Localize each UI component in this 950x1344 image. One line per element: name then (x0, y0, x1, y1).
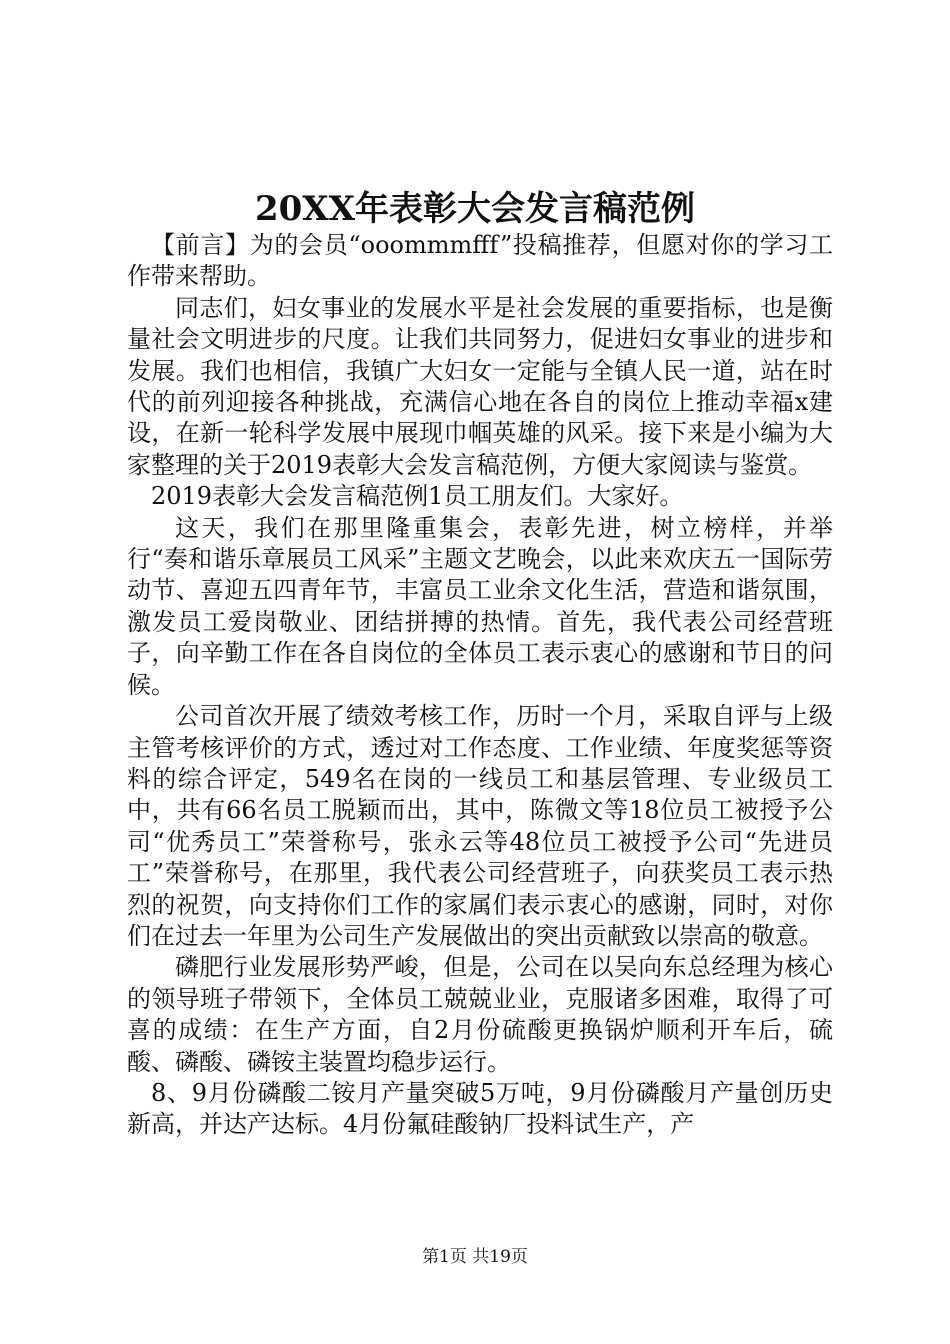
document-title: 20XX年表彰大会发言稿范例 (254, 189, 696, 229)
body-paragraph: 这天，我们在那里隆重集会，表彰先进，树立榜样，并举行“奏和谐乐章展员工风采”主题文艺晚会，以此来欢庆五一国际劳动节、喜迎五四青年节，丰富员工业余文化生活，营造和谐氛围，激发员工爱岗敬业、团结拼搏的热情。首先，我代表公司经营班子，向辛勤工作在各自岗位的全体员工表示衷心的感谢和节日的问候。 (127, 513, 833, 699)
body-paragraph: 同志们，妇女事业的发展水平是社会发展的重要指标，也是衡量社会文明进步的尺度。让我们共同努力，促进妇女事业的进步和发展。我们也相信，我镇广大妇女一定能与全镇人民一道，站在时代的前列迎接各种挑战，充满信心地在各自的岗位上推动幸福x建设，在新一轮科学发展中展现巾帼英雄的风采。接下来是小编为大家整理的关于2019表彰大会发言稿范例，方便大家阅读与鉴赏。 (127, 293, 833, 479)
section-heading-paragraph: 2019表彰大会发言稿范例1员工朋友们。大家好。 (151, 482, 684, 511)
body-paragraph: 8、9月份磷酸二铵月产量突破5万吨，9月份磷酸月产量创历史新高，并达产达标。4月份氟硅酸钠厂投料试生产，产 (127, 1078, 833, 1139)
body-paragraph: 磷肥行业发展形势严峻，但是，公司在以吴向东总经理为核心的领导班子带领下，全体员工兢兢业业，克服诸多困难，取得了可喜的成绩：在生产方面，自2月份硫酸更换锅炉顺利开车后，硫酸、磷酸、磷铵主装置均稳步运行。 (127, 953, 833, 1076)
preface-paragraph: 【前言】为的会员“ooommmfff”投稿推荐，但愿对你的学习工作带来帮助。 (127, 231, 833, 291)
page-number-footer: 第1页 共19页 (422, 1247, 528, 1267)
body-paragraph: 公司首次开展了绩效考核工作，历时一个月，采取自评与上级主管考核评价的方式，透过对工作态度、工作业绩、年度奖惩等资料的综合评定，549名在岗的一线员工和基层管理、专业级员工中，共有66名员工脱颖而出，其中，陈微文等18位员工被授予公司“优秀员工”荣誉称号，张永云等48位员工被授予公司“先进员工”荣誉称号，在那里，我代表公司经营班子，向获奖员工表示热烈的祝贺，向支持你们工作的家属们表示衷心的感谢，同时，对你们在过去一年里为公司生产发展做出的突出贡献致以崇高的敬意。 (127, 702, 833, 950)
document-body (127, 230, 833, 1141)
